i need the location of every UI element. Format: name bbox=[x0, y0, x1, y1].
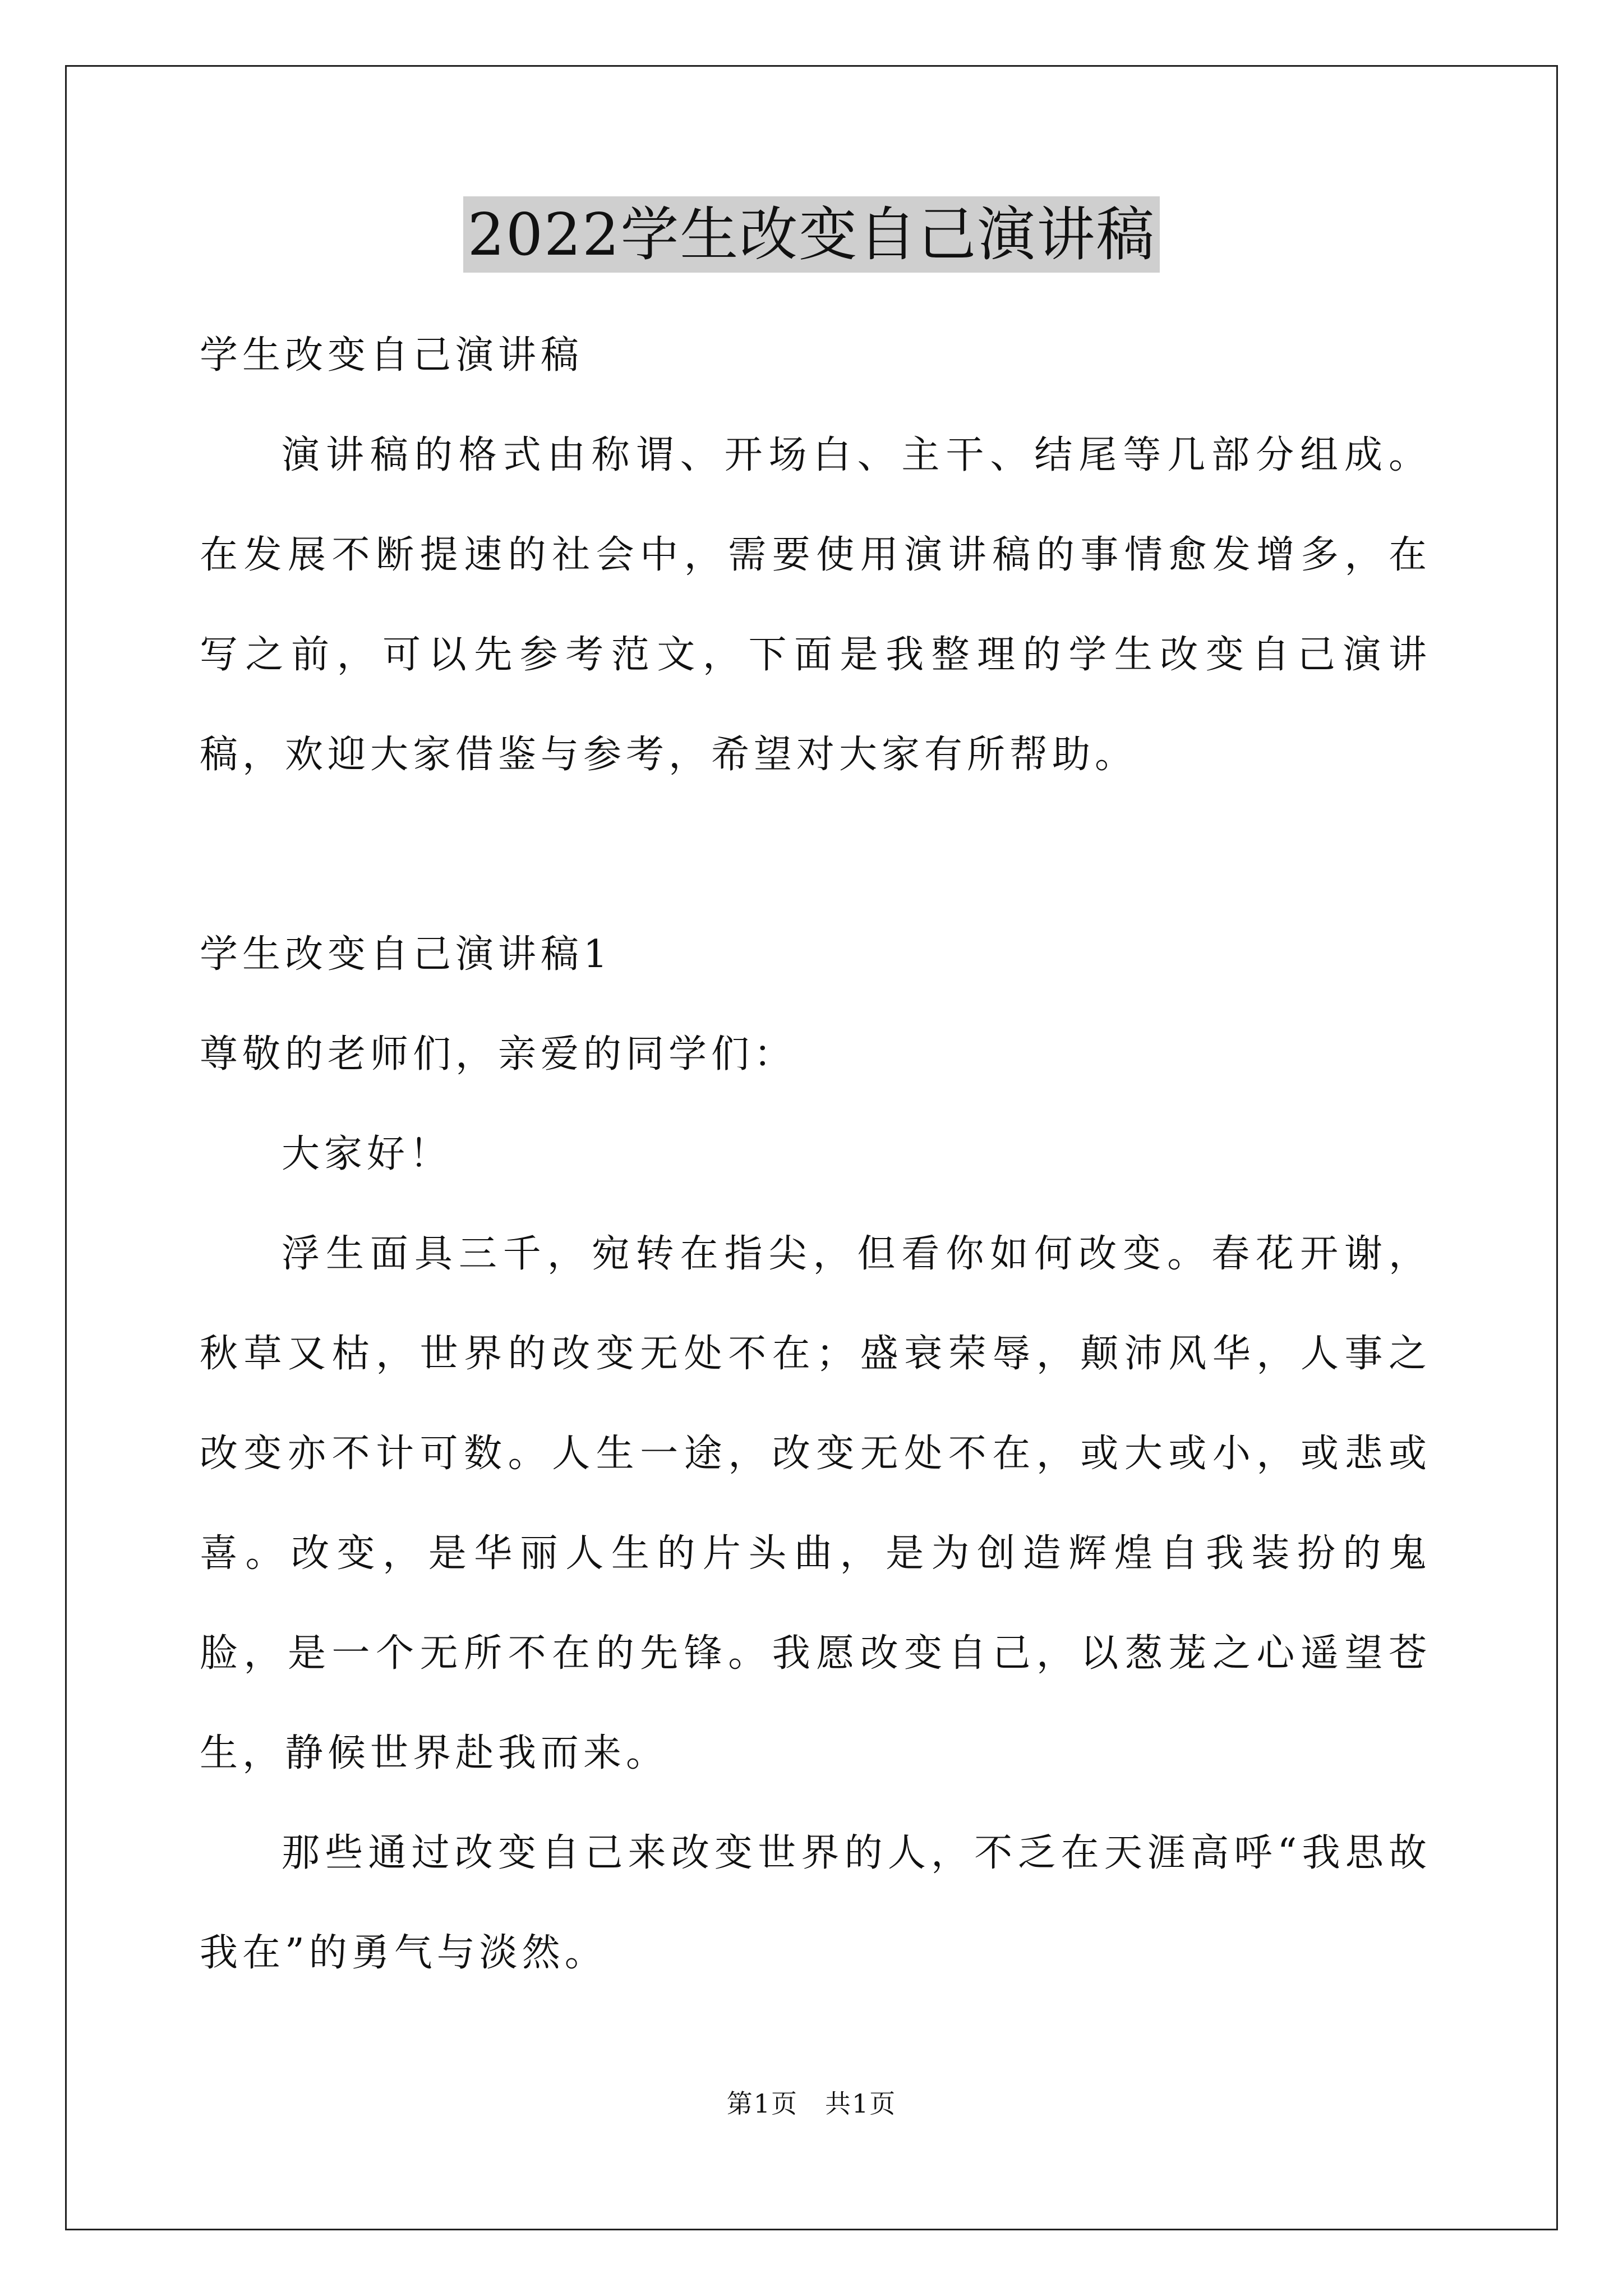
body-paragraph: 浮生面具三千，宛转在指尖，但看你如何改变。春花开谢，秋草又枯，世界的改变无处不在；盛衰荣辱，颠沛风华，人事之改变亦不计可数。人生一途，改变无处不在，或大或小，或悲或喜。改变，是华丽人生的片头曲，是为创造辉煌自我装扮的鬼脸，是一个无所不在的先锋。我愿改变自己，以葱茏之心遥望苍生，静候世界赴我而来。 bbox=[200, 1232, 1431, 1775]
body-paragraph: 那些通过改变自己来改变世界的人，不乏在天涯高呼“我思故我在”的勇气与淡然。 bbox=[200, 1831, 1431, 1975]
greeting-paragraph: 大家好！ bbox=[282, 1132, 453, 1176]
document-body bbox=[200, 306, 1431, 2003]
paragraph-spacer bbox=[200, 805, 1431, 905]
page-footer: 第1页 共1页 bbox=[726, 2088, 897, 2119]
intro-paragraph: 演讲稿的格式由称谓、开场白、主干、结尾等几部分组成。在发展不断提速的社会中，需要使用演讲稿的事情愈发增多，在写之前，可以先参考范文，下面是我整理的学生改变自己演讲稿，欢迎大家借鉴与参考，希望对大家有所帮助。 bbox=[200, 433, 1431, 777]
section-heading: 学生改变自己演讲稿1 bbox=[200, 932, 612, 977]
title-container bbox=[0, 196, 1623, 273]
subtitle-paragraph: 学生改变自己演讲稿 bbox=[200, 333, 584, 378]
document-title: 2022学生改变自己演讲稿 bbox=[463, 196, 1160, 273]
salutation-paragraph: 尊敬的老师们，亲爱的同学们： bbox=[200, 1032, 797, 1076]
